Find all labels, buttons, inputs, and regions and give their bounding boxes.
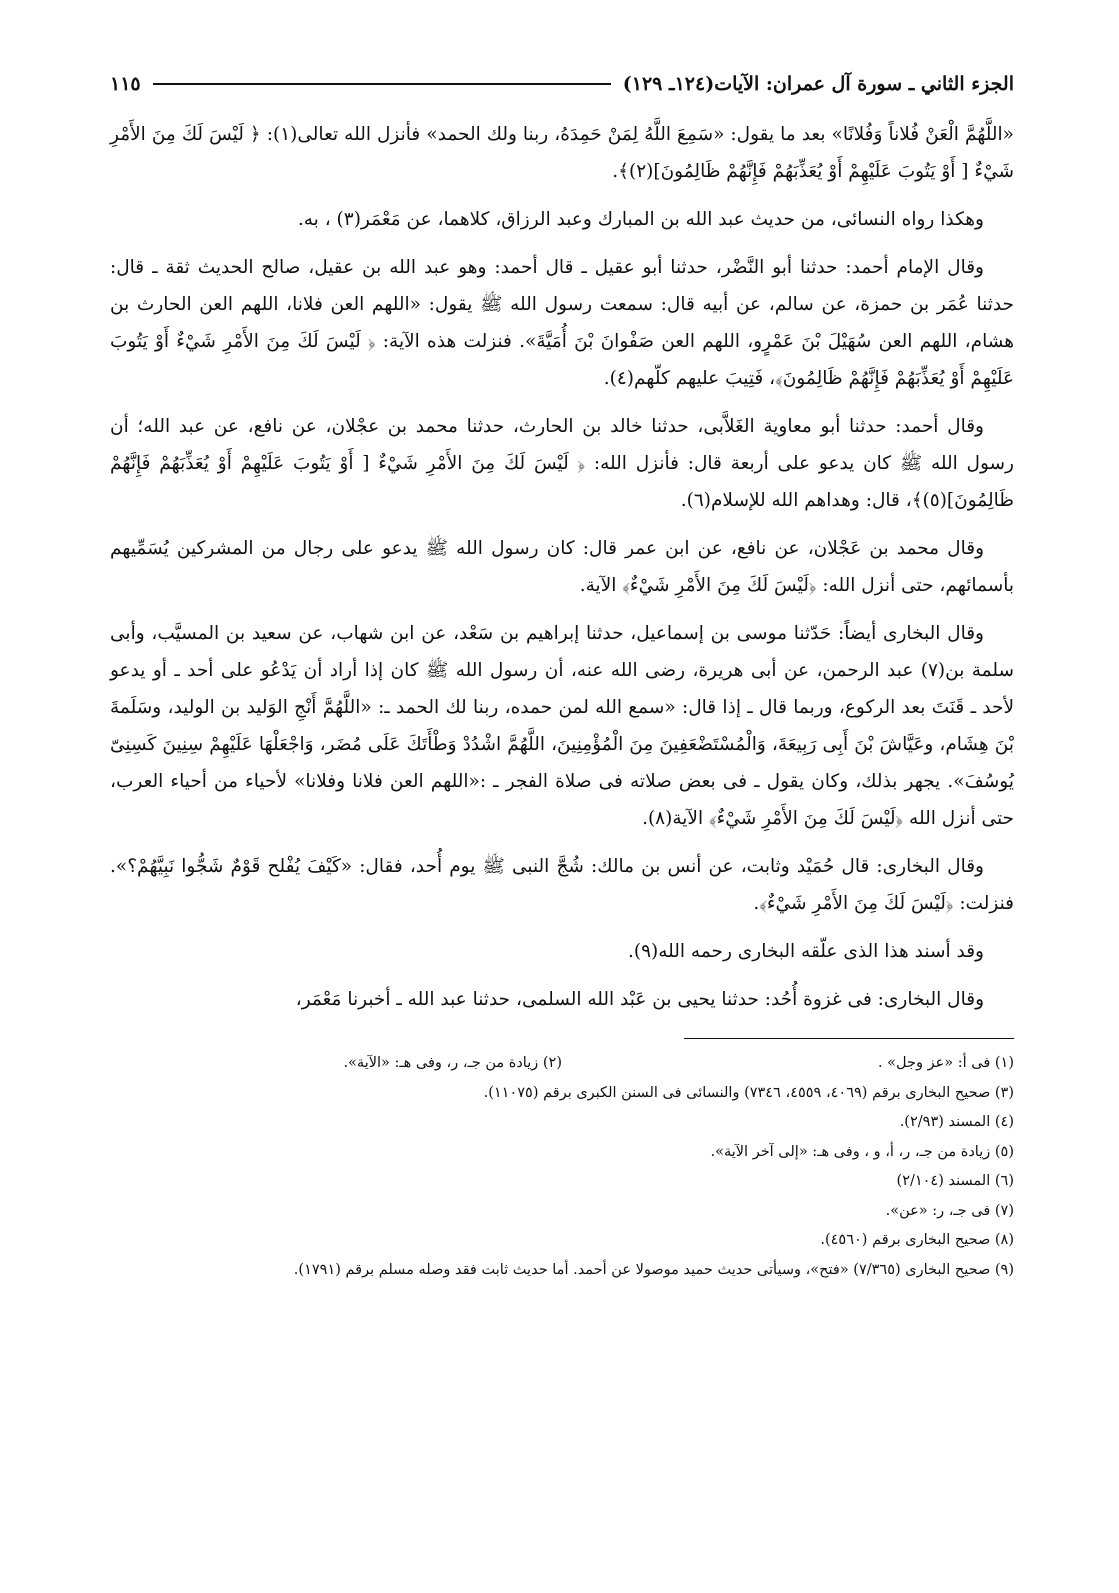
paragraph: وقال البخارى: فى غزوة أُحُد: حدثنا يحيى بن عَبْد الله السلمى، حدثنا عبد الله ـ أخبرنا مَعْمَر، [295,989,984,1010]
book-page [110,66,1014,1285]
paragraph: وقال الإمام أحمد: حدثنا أبو النَّضْر، حدثنا أبو عقيل ـ قال أحمد: وهو عبد الله بن عقيل، صالح الحديث ثقة ـ قال: حدثنا عُمَر بن حمزة، عن سالم، عن أبيه قال: سمعت رسول الله ﷺ يقول: «اللهم العن فلانا، اللهم العن الحارث بن هشام، اللهم العن سُهَيْلَ بْنَ عَمْرٍو، اللهم العن صَفْوانَ بْنَ أُمَيَّةَ». فنزلت هذه الآية: ﴿ لَيْسَ لَكَ مِنَ الأَمْرِ شَيْءٌ أَوْ يَتُوبَ عَلَيْهِمْ أَوْ يُعَذِّبَهُمْ فَإِنَّهُمْ ظَالِمُونَ﴾، فَتِيبَ عليهم كلّهم(٤). [110,257,1014,389]
page-header [110,66,1014,102]
paragraph: وقال أحمد: حدثنا أبو معاوية الغَلاَّبى، حدثنا خالد بن الحارث، حدثنا محمد بن عجْلان، عن نافع، عن عبد الله؛ أن رسول الله ﷺ كان يدعو على أربعة قال: فأنزل الله: ﴿ لَيْسَ لَكَ مِنَ الأَمْرِ شَيْءٌ [ أَوْ يَتُوبَ عَلَيْهِمْ أَوْ يُعَذِّبَهُمْ فَإِنَّهُمْ ظَالِمُونَ](٥)﴾، قال: وهداهم الله للإسلام(٦). [110,416,1014,511]
paragraph: وهكذا رواه النسائى، من حديث عبد الله بن المبارك وعبد الرزاق، كلاهما، عن مَعْمَر(٣) ، به. [297,209,984,230]
footnote-1: (١) فى أ: «عز وجل» . [877,1055,1014,1071]
footnote-row [110,1049,1014,1079]
footnote-6: (٦) المسند (٢/١٠٤) [896,1173,1014,1189]
footnote-4: (٤) المسند (٢/٩٣). [899,1114,1014,1130]
running-title: الجزء الثاني ـ سورة آل عمران: الآيات(١٢٤ـ ١٢٩) [622,73,1014,95]
footnote-8: (٨) صحيح البخارى برقم (٤٥٦٠). [820,1232,1014,1248]
footnote-2: (٢) زيادة من جـ، ر، وفى هـ: «الآية». [343,1055,562,1071]
footnotes [110,1049,1014,1285]
footnote-9: (٩) صحيح البخارى (٧/٣٦٥) «فتح»، وسيأتى حديث حميد موصولا عن أحمد. أما حديث ثابت فقد وصله مسلم برقم (١٧٩١). [293,1261,1014,1278]
paragraph: وقال البخارى أيضاً: حَدّثنا موسى بن إسماعيل، حدثنا إبراهيم بن سَعْد، عن ابن شهاب، عن سعيد بن المسيَّب، وأبى سلمة بن(٧) عبد الرحمن، عن أبى هريرة، رضى الله عنه، أن رسول الله ﷺ كان إذا أراد أن يَدْعُو على أحد ـ أو يدعو لأحد ـ قَنَتَ بعد الركوع، وربما قال ـ إذا قال: «سمع الله لمن حمده، ربنا لك الحمد ـ: «اللَّهُمَّ أَنْجِ الوَليد بن الوليد، وسَلَمةَ بْنَ هِشَام، وعَيَّاشَ بْنَ أَبِى رَبِيعَةَ، وَالْمُسْتَضْعَفِينَ مِنَ الْمُؤْمِنِينَ، اللَّهُمَّ اشْدُدْ وَطْأَتَكَ عَلَى مُضَر، وَاجْعَلْهَا عَلَيْهِمْ سِنِينَ كَسِنِىّ يُوسُفَ». يجهر بذلك، وكان يقول ـ فى بعض صلاته فى صلاة الفجر ـ :«اللهم العن فلانا وفلانا» لأحياء من أحياء العرب، حتى أنزل الله ﴿لَيْسَ لَكَ مِنَ الأَمْرِ شَيْءٌ﴾ الآية(٨). [110,623,1014,829]
footnote-7: (٧) فى جـ، ر: «عن». [885,1202,1014,1219]
header-rule [153,83,611,85]
footnote-5: (٥) زيادة من جـ، ر، أ، و ، وفى هـ: «إلى آخر الآية». [710,1143,1014,1160]
footnote-3: (٣) صحيح البخارى برقم (٤٠٦٩، ٤٥٥٩، ٧٣٤٦) والنسائى فى السنن الكبرى برقم (١١٠٧٥). [483,1084,1014,1101]
paragraph: وقد أسند هذا الذى علّقه البخارى رحمه الله(٩). [627,941,984,962]
page-number: ١١٥ [110,73,141,95]
main-text [110,116,1014,1018]
paragraph: وقال البخارى: قال حُمَيْد وثابت، عن أنس بن مالك: شُجَّ النبى ﷺ يوم أُحد، فقال: «كَيْفَ يُفْلح قَوْمٌ شَجُّوا نَبِيَّهُمْ؟». فنزلت: ﴿لَيْسَ لَكَ مِنَ الأَمْرِ شَيْءٌ﴾. [110,856,1014,914]
paragraph: وقال محمد بن عَجْلان، عن نافع، عن ابن عمر قال: كان رسول الله ﷺ يدعو على رجال من المشركين يُسَمِّيهم بأسمائهم، حتى أنزل الله: ﴿لَيْسَ لَكَ مِنَ الأَمْرِ شَيْءٌ﴾ الآية. [110,538,1014,596]
footnote-separator [684,1038,1014,1039]
paragraph: «اللَّهُمَّ الْعَنْ فُلاناً وَفُلانًا» بعد ما يقول: «سَمِعَ اللَّهُ لِمَنْ حَمِدَهُ، ربنا ولك الحمد» فأنزل الله تعالى(١): ﴿ لَيْسَ لَكَ مِنَ الأَمْرِ شَيْءٌ [ أَوْ يَتُوبَ عَلَيْهِمْ أَوْ يُعَذِّبَهُمْ فَإِنَّهُمْ ظَالِمُونَ](٢)﴾. [110,124,1015,182]
